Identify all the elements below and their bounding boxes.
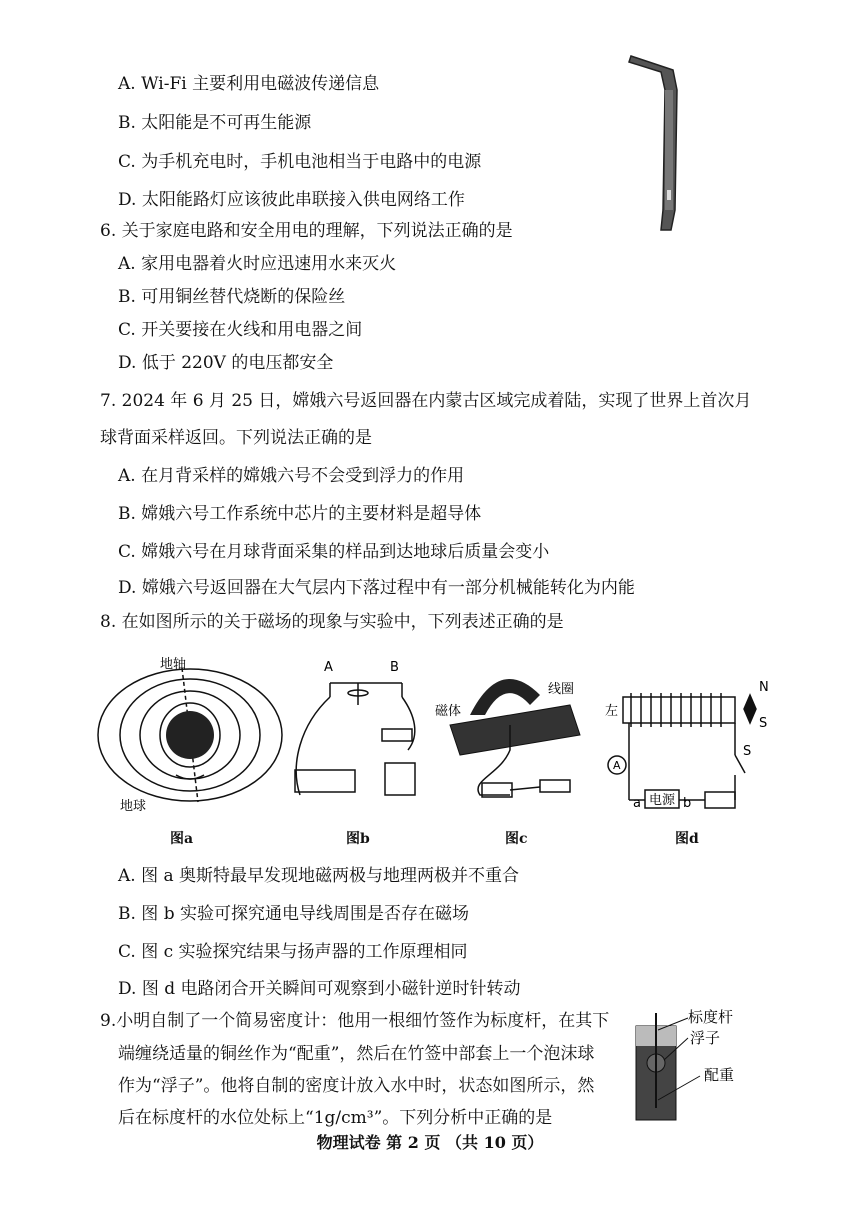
q7-stem-line1: 7. 2024 年 6 月 25 日，嫦娥六号返回器在内蒙古区域完成着陆，实现了世界上首次月	[100, 391, 752, 411]
fig-d-b-label: b	[683, 796, 692, 810]
q8-option-a: A. 图 a 奥斯特最早发现地磁两极与地理两极并不重合	[118, 866, 520, 886]
figure-d-caption: 图d	[675, 831, 699, 847]
q7-stem-line2: 球背面采样返回。下列说法正确的是	[100, 428, 372, 448]
street-lamp-figure	[625, 50, 685, 235]
fig-d-left-label: 左	[605, 704, 619, 719]
q5-option-b: B. 太阳能是不可再生能源	[118, 113, 312, 133]
q8-option-b: B. 图 b 实验可探究通电导线周围是否存在磁场	[118, 904, 469, 924]
fig-a-earth-label: 地球	[120, 799, 147, 814]
figure-a-caption: 图a	[170, 831, 194, 847]
fig-c-coil-label: 线圈	[548, 682, 575, 697]
q6-option-c: C. 开关要接在火线和用电器之间	[118, 320, 363, 340]
fig-b-a-label: A	[324, 660, 333, 675]
q8-option-d: D. 图 d 电路闭合开关瞬间可观察到小磁针逆时针转动	[118, 979, 521, 999]
fig-b-b-label: B	[390, 660, 399, 675]
q9-weight-label: 配重	[704, 1066, 735, 1084]
q9-line-2: 端缠绕适量的铜丝作为“配重”，然后在竹签中部套上一个泡沫球	[118, 1044, 595, 1064]
q5-option-a: A. Wi-Fi 主要利用电磁波传递信息	[118, 74, 380, 94]
fig-d-power-label: 电源	[649, 793, 676, 808]
q6-option-a: A. 家用电器着火时应迅速用水来灭火	[118, 254, 397, 274]
q5-option-c: C. 为手机充电时，手机电池相当于电路中的电源	[118, 152, 482, 172]
figure-a-earth-field	[90, 650, 290, 815]
q7-option-c: C. 嫦娥六号在月球背面采集的样品到达地球后质量会变小	[118, 542, 550, 562]
fig-d-switch-label: S	[743, 744, 752, 759]
figure-c-caption: 图c	[505, 831, 528, 847]
q8-option-c: C. 图 c 实验探究结果与扬声器的工作原理相同	[118, 942, 468, 962]
figure-b-apparatus	[290, 655, 430, 805]
fig-d-a-label: a	[633, 796, 641, 810]
fig-c-magnet-label: 磁体	[435, 704, 462, 719]
fig-d-s-label: S	[759, 716, 768, 731]
q9-float-label: 浮子	[690, 1029, 721, 1047]
figure-c-apparatus	[430, 655, 590, 805]
q9-rod-label: 标度杆	[688, 1008, 734, 1026]
q8-stem: 8. 在如图所示的关于磁场的现象与实验中，下列表述正确的是	[100, 612, 564, 632]
q9-line-3: 作为“浮子”。他将自制的密度计放入水中时，状态如图所示，然	[118, 1076, 595, 1096]
q9-line-4: 后在标度杆的水位处标上“1g/cm³”。下列分析中正确的是	[118, 1108, 553, 1128]
page-footer: 物理试卷 第 2 页 （共 10 页）	[316, 1133, 544, 1152]
q6-option-d: D. 低于 220V 的电压都安全	[118, 353, 334, 373]
q7-option-a: A. 在月背采样的嫦娥六号不会受到浮力的作用	[118, 466, 465, 486]
q6-option-b: B. 可用铜丝替代烧断的保险丝	[118, 287, 346, 307]
q7-option-d: D. 嫦娥六号返回器在大气层内下落过程中有一部分机械能转化为内能	[118, 578, 635, 598]
fig-d-n-label: N	[759, 680, 769, 695]
figure-d-circuit	[595, 655, 775, 810]
q9-line-1: 9.小明自制了一个简易密度计：他用一根细竹签作为标度杆，在其下	[100, 1011, 610, 1031]
q6-stem: 6. 关于家庭电路和安全用电的理解，下列说法正确的是	[100, 221, 513, 241]
fig-a-axis-label: 地轴	[160, 657, 187, 672]
density-meter-figure	[628, 1008, 778, 1123]
figure-b-caption: 图b	[346, 831, 370, 847]
q7-option-b: B. 嫦娥六号工作系统中芯片的主要材料是超导体	[118, 504, 482, 524]
q5-option-d: D. 太阳能路灯应该彼此串联接入供电网络工作	[118, 190, 465, 210]
fig-d-ammeter-label: A	[613, 759, 621, 772]
